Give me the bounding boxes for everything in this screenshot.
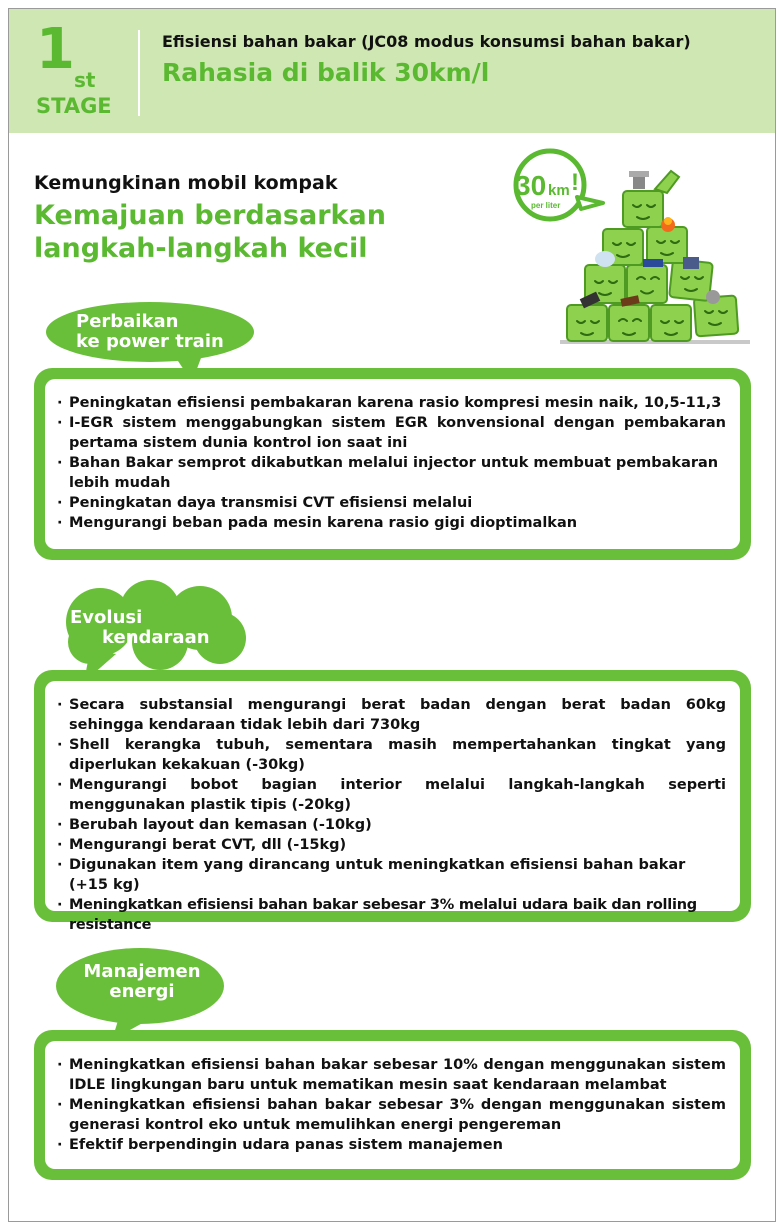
stage-number: 1 <box>36 17 75 82</box>
section-2-panel-inner <box>45 681 740 933</box>
list-item: · Meningkatkan efisiensi bahan bakar sebesar 10% dengan menggunakan sistem IDLE lingkungan baru untuk mematikan mesin saat kendaraan melambat <box>57 1055 726 1095</box>
intro-title: Kemajuan berdasarkan langkah-langkah kecil <box>34 200 386 264</box>
section-1-list <box>57 393 726 533</box>
list-item: · Efektif berpendingin udara panas sistem manajemen <box>57 1135 726 1155</box>
list-item: · Secara substansial mengurangi berat badan dengan berat badan 60kg sehingga kendaraan tidak lebih dari 730kg <box>57 695 726 735</box>
badge-exclaim: ! <box>571 169 579 196</box>
header-title: Rahasia di balik 30km/l <box>162 58 490 87</box>
list-item: · Mengurangi beban pada mesin karena rasio gigi dioptimalkan <box>57 513 726 533</box>
stage-suffix: st <box>74 68 96 92</box>
list-item: · Peningkatan daya transmisi CVT efisiensi melalui <box>57 493 726 513</box>
stage-label: STAGE <box>36 94 112 118</box>
section-1-label <box>76 312 224 352</box>
section-1-panel <box>34 368 751 560</box>
badge-value: 30 <box>515 170 547 201</box>
list-item: · Peningkatan efisiensi pembakaran karena rasio kompresi mesin naik, 10,5-11,3 <box>57 393 726 413</box>
section-2-list <box>57 695 726 935</box>
badge-unit: km <box>548 182 570 199</box>
list-item: · Shell kerangka tubuh, sementara masih mempertahankan tingkat yang diperlukan kekakuan (-30kg) <box>57 735 726 775</box>
section-3-label-line2: energi <box>109 981 175 1003</box>
list-item: · Meningkatkan efisiensi bahan bakar sebesar 3% melalui udara baik dan rolling resistance <box>57 895 726 935</box>
header-divider <box>138 30 140 116</box>
block-pyramid-illustration <box>505 145 755 350</box>
section-1-panel-inner <box>45 379 740 549</box>
list-item: · Mengurangi berat CVT, dll (-15kg) <box>57 835 726 855</box>
section-1-label-line2: ke power train <box>76 331 224 353</box>
list-item: · Berubah layout dan kemasan (-10kg) <box>57 815 726 835</box>
list-item: · Meningkatkan efisiensi bahan bakar sebesar 3% dengan menggunakan sistem generasi kontrol eko untuk memulihkan energi pengereman <box>57 1095 726 1135</box>
section-2-label-line2: kendaraan <box>102 627 210 649</box>
header-subtitle: Efisiensi bahan bakar (JC08 modus konsumsi bahan bakar) <box>162 32 691 51</box>
section-3-list <box>57 1055 726 1155</box>
section-2-panel <box>34 670 751 933</box>
section-2-label <box>70 608 210 648</box>
list-item: · Bahan Bakar semprot dikabutkan melalui injector untuk membuat pembakaran lebih mudah <box>57 453 726 493</box>
intro-subtitle: Kemungkinan mobil kompak <box>34 172 338 194</box>
section-3-label-line1: Manajemen <box>83 961 201 982</box>
section-3-panel-inner <box>45 1041 740 1169</box>
section-3-panel <box>34 1030 751 1180</box>
list-item: · I-EGR sistem menggabungkan sistem EGR konvensional dengan pembakaran pertama sistem dunia kontrol ion saat ini <box>57 413 726 453</box>
section-3-label <box>80 962 204 1002</box>
section-2-label-line1: Evolusi <box>70 607 143 628</box>
badge-per-liter: per liter <box>531 201 561 210</box>
section-1-label-line1: Perbaikan <box>76 311 179 332</box>
list-item: · Mengurangi bobot bagian interior melalui langkah-langkah seperti menggunakan plastik tipis (-20kg) <box>57 775 726 815</box>
mileage-badge <box>515 151 603 219</box>
list-item: · Digunakan item yang dirancang untuk meningkatkan efisiensi bahan bakar (+15 kg) <box>57 855 726 895</box>
